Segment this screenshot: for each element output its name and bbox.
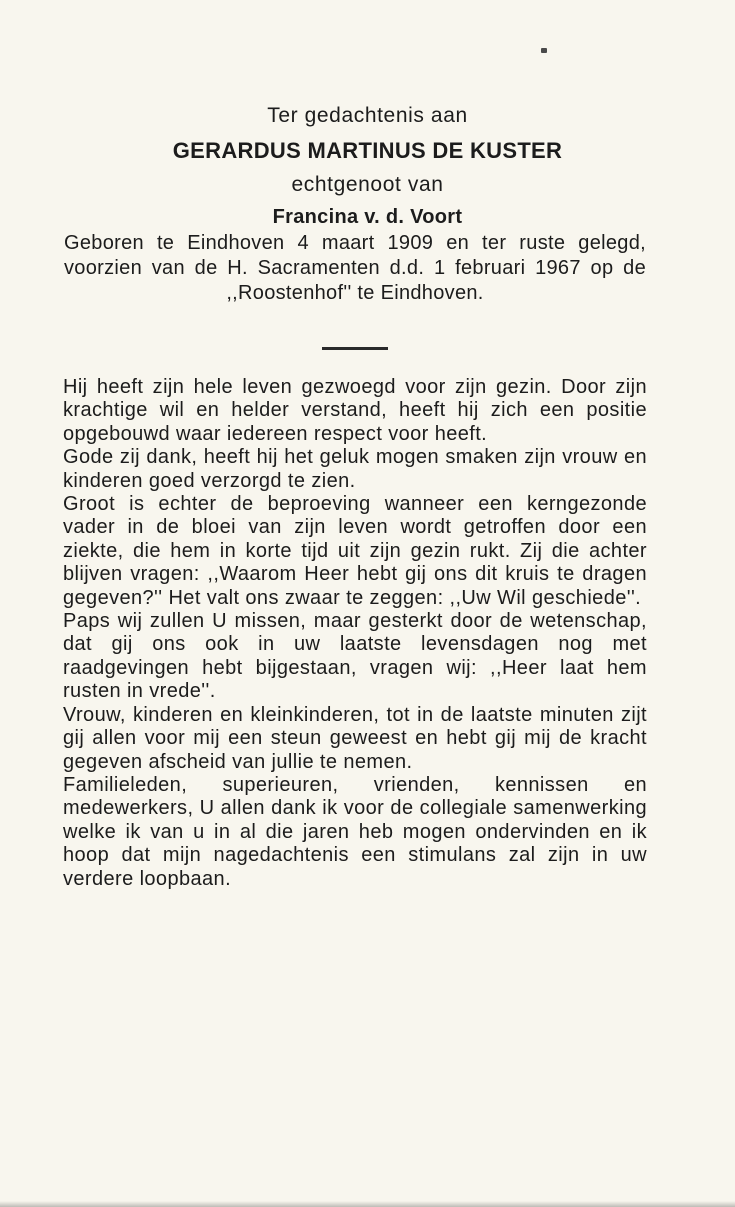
paragraph-4: Paps wij zullen U missen, maar gesterkt door de wetenschap, dat gij ons ook in uw laatste levensdagen nog met raadgevingen hebt bijgestaan, vragen wij: ,,Heer laat hem rusten in vrede''. (63, 610, 647, 703)
birth-death-details: Geboren te Eindhoven 4 maart 1909 en ter ruste gelegd, voorzien van de H. Sacramenten d.d. 1 februari 1967 op de ,,Roostenhof'' te Eindhoven. (64, 232, 646, 304)
paragraph-1: Hij heeft zijn hele leven gezwoegd voor zijn gezin. Door zijn krachtige wil en helder verstand, heeft hij zich een positie opgebouwd waar iedereen respect voor heeft. (63, 376, 647, 445)
paragraph-6: Familieleden, superieuren, vrienden, kennissen en medewerkers, U allen dank ik voor de collegiale samenwerking welke ik van u in al die jaren heb mogen ondervinden en ik hoop dat mijn nagedachtenis een stimulans zal zijn in uw verdere loopbaan. (63, 773, 647, 890)
memorial-intro: Ter gedachtenis aan (267, 104, 468, 127)
paragraph-3: Groot is echter de beproeving wanneer een kerngezonde vader in de bloei van zijn leven wordt getroffen door een ziekte, die hem in korte tijd uit zijn gezin rukt. Zij die achter blijven vragen: ,,Waarom Heer hebt gij ons dit kruis te dragen gegeven?'' Het valt ons zwaar te zeggen: ,,Uw Wil geschiede''. (63, 493, 647, 609)
memorial-text (63, 376, 647, 891)
ink-speck (541, 48, 547, 53)
spouse-name: Francina v. d. Voort (272, 206, 463, 228)
paragraph-2: Gode zij dank, heeft hij het geluk mogen smaken zijn vrouw en kinderen goed verzorgd te zien. (63, 446, 647, 492)
card-header (0, 98, 735, 232)
deceased-name: GERARDUS MARTINUS DE KUSTER (172, 138, 563, 163)
spouse-label: echtgenoot van (291, 173, 444, 196)
divider-rule (322, 347, 388, 350)
card-bottom-edge (0, 1201, 735, 1207)
paragraph-5: Vrouw, kinderen en kleinkinderen, tot in de laatste minuten zijt gij allen voor mij een steun geweest en hebt gij mij de kracht gegeven afscheid van jullie te nemen. (63, 703, 647, 773)
